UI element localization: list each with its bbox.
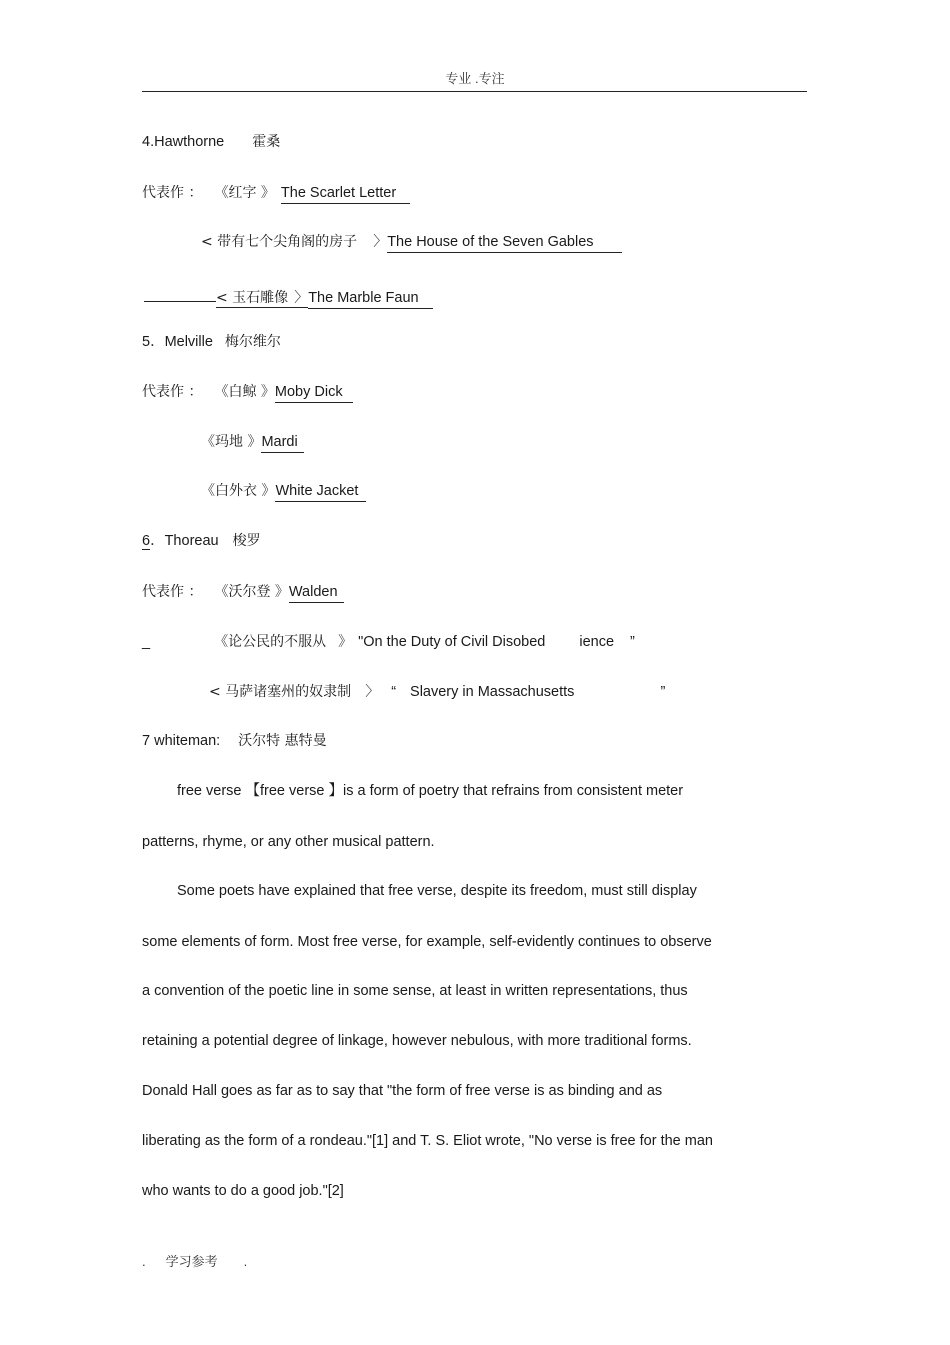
hawthorne-heading: 4.Hawthorne 霍桑 (142, 134, 281, 150)
hawthorne-work-1: 代表作 ： 《红字 》 The Scarlet Letter (142, 184, 410, 204)
thoreau-heading: 6．Thoreau 梭罗 (142, 533, 261, 549)
body-paragraph-line: free verse 【free verse 】is a form of poetry that refrains from consistent meter (177, 783, 684, 799)
header-rule (142, 91, 807, 92)
body-paragraph-line: some elements of form. Most free verse, for example, self-evidently continues to observe (142, 934, 712, 950)
body-paragraph-line: Some poets have explained that free verse, despite its freedom, must still display (177, 883, 697, 899)
melville-work-3: 《白外衣 》White Jacket (201, 482, 366, 502)
body-paragraph-line: who wants to do a good job."[2] (142, 1183, 344, 1199)
page-header: 专业 .专注 (445, 71, 505, 86)
whitman-heading: 7 whiteman: 沃尔特 惠特曼 (142, 733, 327, 749)
page-footer: . 学习参考 . (142, 1254, 248, 1270)
hawthorne-work-3: < 玉石雕像 〉The Marble Faun (144, 283, 433, 309)
thoreau-work-3: < 马萨诸塞州的奴隶制 〉 “ Slavery in Massachusetts ” (209, 684, 666, 700)
melville-heading: 5．Melville 梅尔维尔 (142, 334, 281, 350)
melville-work-2: 《玛地 》Mardi (201, 433, 304, 453)
melville-work-1: 代表作 ： 《白鲸 》Moby Dick (142, 383, 353, 403)
body-paragraph-line: liberating as the form of a rondeau."[1] and T. S. Eliot wrote, "No verse is free for the man (142, 1133, 713, 1149)
body-paragraph-line: Donald Hall goes as far as to say that "the form of free verse is as binding and as (142, 1083, 663, 1099)
thoreau-work-2: _ 《论公民的不服从 》 "On the Duty of Civil Disobed ience ” (142, 634, 635, 650)
body-paragraph-line: retaining a potential degree of linkage, however nebulous, with more traditional forms. (142, 1033, 692, 1049)
body-paragraph-line: a convention of the poetic line in some sense, at least in written representations, thus (142, 983, 688, 999)
thoreau-work-1: 代表作 ： 《沃尔登 》Walden (142, 583, 344, 603)
body-paragraph-line: patterns, rhyme, or any other musical pattern. (142, 834, 435, 850)
hawthorne-work-2: < 带有七个尖角阁的房子 〉The House of the Seven Gables (201, 233, 622, 253)
